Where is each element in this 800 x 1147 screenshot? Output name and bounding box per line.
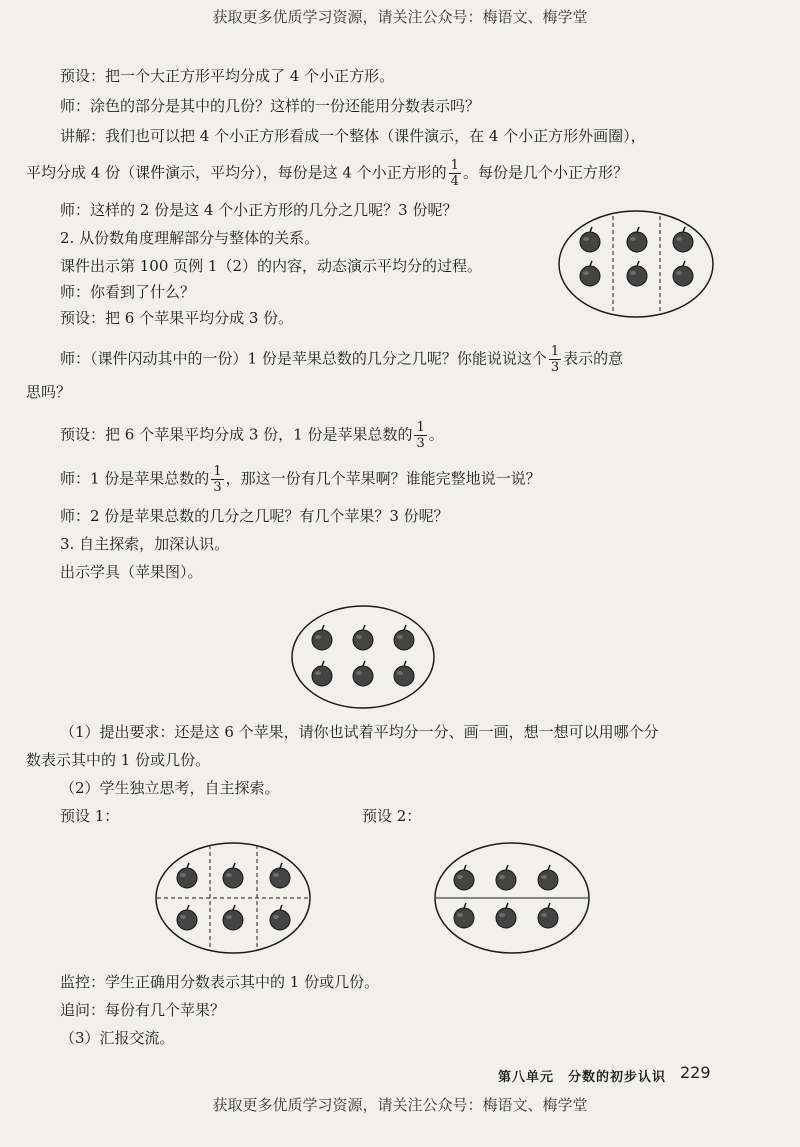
apple-icon [580,261,600,286]
text-segment: 预设：把 6 个苹果平均分成 3 份，1 份是苹果总数的 [60,425,413,444]
fraction-denominator: 3 [550,360,560,375]
apple-icon [223,905,243,930]
apple-icon [538,903,558,928]
fraction-one-quarter [449,158,461,189]
page-number: 229 [680,1063,711,1082]
apple-icon [538,865,558,890]
fraction-numerator: 1 [416,420,425,435]
apple-icon [394,625,414,650]
text-segment: ，那这一份有几个苹果啊？谁能完整地说一说？ [225,469,541,488]
apple-icon [270,863,290,888]
watermark-top: 获取更多优质学习资源，请关注公众号：梅语文、梅学堂 [212,8,588,26]
apple-icon [454,903,474,928]
text-line: 预设 1： [60,807,120,825]
text-line: 3. 自主探索，加深认识。 [60,535,230,553]
fraction-denominator: 3 [213,480,222,495]
apple-icon [580,227,600,252]
oval-outline [559,211,713,317]
footer-unit-title: 第八单元 分数的初步认识 [498,1070,667,1085]
text-line: 监控：学生正确用分数表示其中的 1 份或几份。 [60,973,380,991]
apple-icon [177,905,197,930]
apple-icon [223,863,243,888]
text-line: 2. 从份数角度理解部分与整体的关系。 [60,229,320,247]
apple-icon [627,227,647,252]
text-segment: 表示的意 [563,349,624,368]
apple-icon [496,903,516,928]
text-segment: 师：（课件闪动其中的一份）1 份是苹果总数的几分之几呢？你能说说这个 [60,349,547,368]
apple-icon [394,661,414,686]
text-line: 预设：把 6 个苹果平均分成 3 份。 [60,309,294,327]
text-line: 数表示其中的 1 份或几份。 [26,751,211,769]
text-line: 预设：把一个大正方形平均分成了 4 个小正方形。 [60,67,395,85]
apples-figure-plain [290,604,436,710]
text-line: 课件出示第 100 页例 1（2）的内容，动态演示平均分的过程。 [60,257,483,275]
fraction-one-third [211,464,223,495]
apple-icon [312,661,332,686]
fraction-numerator: 1 [213,464,222,479]
text-line: 讲解：我们也可以把 4 个小正方形看成一个整体（课件演示，在 4 个小正方形外画圈）， [60,127,646,145]
apples-figure-halves [432,840,592,956]
text-line: （3）汇报交流。 [60,1029,175,1047]
oval-outline [292,606,434,708]
text-line: 追问：每份有几个苹果？ [60,1001,226,1019]
text-line: 师：你看到了什么？ [60,283,196,301]
text-segment: 。 [428,425,444,444]
text-segment: 平均分成 4 份（课件演示，平均分），每份是这 4 个小正方形的 [26,163,447,182]
apple-icon [673,261,693,286]
fraction-one-third [549,344,561,375]
fraction-denominator: 4 [450,174,459,189]
apple-icon [627,261,647,286]
fraction-one-third [414,420,426,451]
apple-icon [177,863,197,888]
text-segment: 。每份是几个小正方形？ [462,163,628,182]
text-line: 师：涂色的部分是其中的几份？这样的一份还能用分数表示吗？ [60,97,481,115]
text-line: 出示学具（苹果图）。 [60,563,203,581]
apple-icon [454,865,474,890]
fraction-numerator: 1 [450,158,459,173]
apple-icon [353,625,373,650]
text-line: 师：2 份是苹果总数的几分之几呢？有几个苹果？3 份呢？ [60,507,449,525]
text-line: 思吗？ [26,383,72,401]
fraction-denominator: 3 [416,436,425,451]
text-line-with-fraction [60,344,623,375]
text-line: （2）学生独立思考，自主探索。 [60,779,280,797]
text-line-with-fraction [60,420,444,451]
apple-icon [673,227,693,252]
apple-icon [496,865,516,890]
fraction-numerator: 1 [550,344,560,359]
text-line: （1）提出要求：还是这 6 个苹果，请你也试着平均分一分、画一画，想一想可以用哪个分 [60,723,659,741]
apples-figure-sixths [153,840,313,956]
text-line-with-fraction [26,158,628,189]
text-line: 预设 2： [362,807,422,825]
apple-icon [270,905,290,930]
apple-icon [353,661,373,686]
text-line: 师：这样的 2 份是这 4 个小正方形的几分之几呢？3 份呢？ [60,201,458,219]
watermark-bottom: 获取更多优质学习资源，请关注公众号：梅语文、梅学堂 [212,1096,588,1114]
apple-icon [312,625,332,650]
text-segment: 师：1 份是苹果总数的 [60,469,210,488]
apples-figure-thirds-top [556,208,716,320]
text-line-with-fraction [60,464,541,495]
